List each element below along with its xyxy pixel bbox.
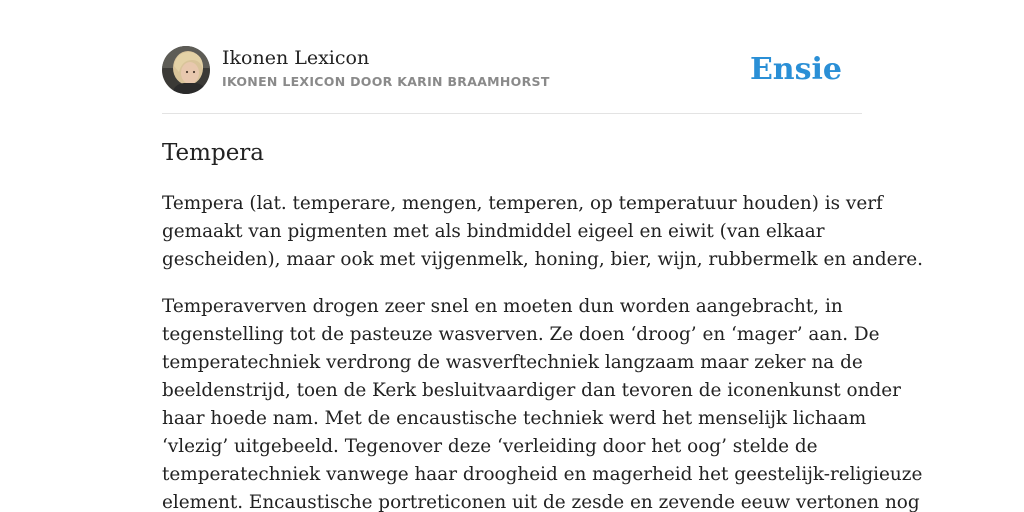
text-line: ‘vlezig’ uitgebeeld. Tegenover deze ‘verleiding door het oog’ stelde de [162, 436, 818, 457]
author-subtitle: IKONEN LEXICON DOOR KARIN BRAAMHORST [222, 74, 550, 89]
header-divider [162, 113, 862, 114]
author-name[interactable]: Ikonen Lexicon [222, 47, 370, 69]
paragraph [162, 190, 924, 274]
text-line: beeldenstrijd, toen de Kerk besluitvaardiger dan tevoren de iconenkunst onder [162, 380, 901, 401]
text-line: tegenstelling tot de pasteuze wasverven. Ze doen ‘droog’ en ‘mager’ aan. De [162, 324, 880, 345]
text-line: gemaakt van pigmenten met als bindmiddel eigeel en eiwit (van elkaar [162, 221, 825, 242]
article-title: Tempera [162, 140, 265, 166]
article-body [162, 190, 924, 512]
text-line: Temperaverven drogen zeer snel en moeten dun worden aangebracht, in [162, 296, 843, 317]
author-portrait-icon [162, 46, 210, 94]
header [162, 46, 862, 96]
brand-logo[interactable]: Ensie [749, 52, 842, 87]
paragraph [162, 293, 923, 512]
text-line: gescheiden), maar ook met vijgenmelk, honing, bier, wijn, rubbermelk en andere. [162, 249, 924, 270]
author-avatar[interactable] [162, 46, 210, 94]
text-line: haar hoede nam. Met de encaustische techniek werd het menselijk lichaam [162, 408, 867, 429]
text-line: Tempera (lat. temperare, mengen, temperen, op temperatuur houden) is verf [162, 193, 883, 214]
text-line: temperatechniek vanwege haar droogheid en magerheid het geestelijk-religieuze [162, 464, 923, 485]
text-line: temperatechniek verdrong de wasverftechniek langzaam maar zeker na de [162, 352, 863, 373]
text-line: element. Encaustische portreticonen uit de zesde en zevende eeuw vertonen nog [162, 492, 920, 512]
